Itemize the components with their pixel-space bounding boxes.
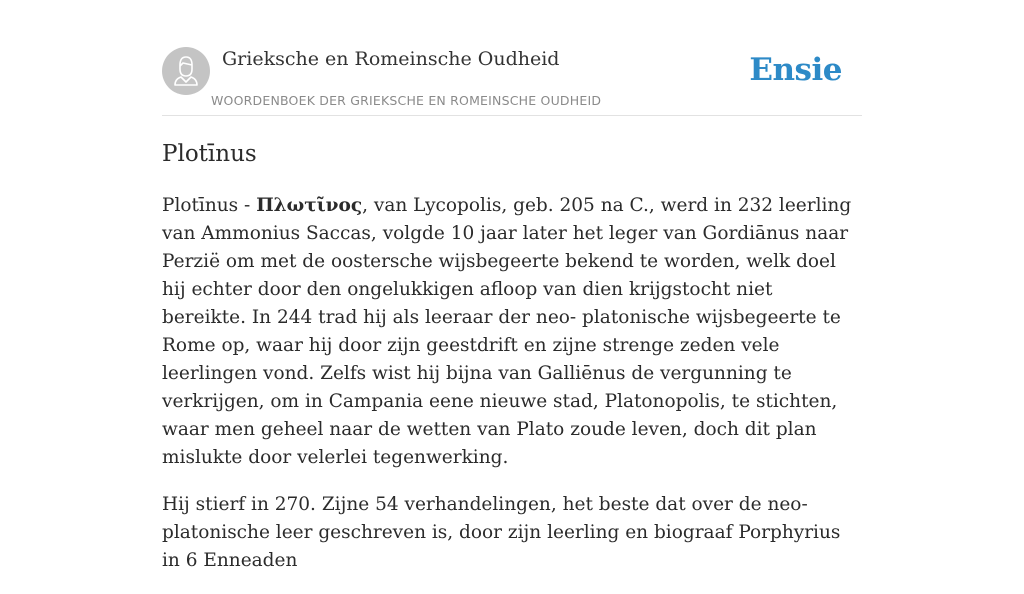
avatar[interactable] [162, 47, 210, 95]
entry-text: , van Lycopolis, geb. 205 na C., werd in 232 leerling van Ammonius Saccas, volgde 10 jaar later het leger van Gordiānus naar Perzië om met de oostersche wijsbegeerte bekend te worden, welk doel hij echter door den ongelukkigen afloop van dien krijgstocht niet bereikte. In 244 trad hij als leeraar der neo- platonische wijsbegeerte te Rome op, waar hij door zijn geestdrift en zijne strenge zeden vele leerlingen vond. Zelfs wist hij bijna van Galliēnus de vergunning te verkrijgen, om in Campania eene nieuwe stad, Platonopolis, te stichten, waar men geheel naar de wetten van Plato zoude leven, doch dit plan mislukte door velerlei tegenwerking. [162, 195, 852, 468]
entry-title: Plotīnus [162, 141, 257, 167]
site-title[interactable]: Grieksche en Romeinsche Oudheid [222, 48, 560, 70]
greek-name: Πλωτῖνος [256, 195, 363, 216]
user-icon [162, 47, 210, 95]
entry-lead: Plotīnus - [162, 195, 257, 216]
entry-body [162, 192, 862, 594]
entry-paragraph [162, 192, 862, 472]
header-divider [162, 115, 862, 116]
site-subtitle: WOORDENBOEK DER GRIEKSCHE EN ROMEINSCHE OUDHEID [211, 93, 602, 108]
entry-paragraph: Hij stierf in 270. Zijne 54 verhandelingen, het beste dat over de neo-platonische leer geschreven is, door zijn leerling en biograaf Porphyrius in 6 Enneaden [162, 494, 841, 571]
ensie-logo[interactable]: Ensie [749, 52, 842, 88]
